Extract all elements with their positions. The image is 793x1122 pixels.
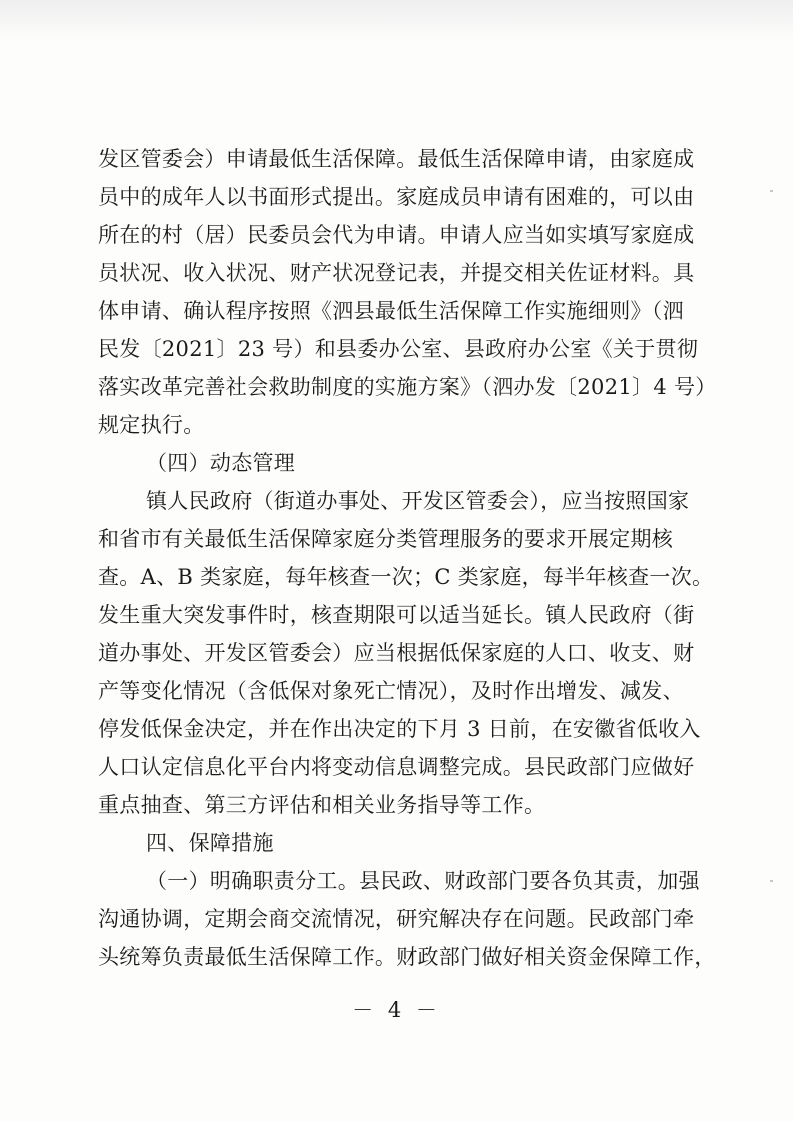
body-line: 重点抽查、第三方评估和相关业务指导等工作。	[98, 793, 546, 817]
scan-mark	[770, 190, 773, 192]
scan-shadow	[0, 0, 793, 40]
body-line: 落实改革完善社会救助制度的实施方案》（泗办发〔2021〕4 号）	[98, 375, 717, 399]
body-line: 民发〔2021〕23 号）和县委办公室、县政府办公室《关于贯彻	[98, 337, 699, 361]
body-line: 员中的成年人以书面形式提出。家庭成员申请有困难的，可以由	[98, 185, 695, 209]
page-number: － 4 －	[352, 998, 441, 1022]
scan-mark	[770, 880, 773, 882]
section-heading: （四）动态管理	[146, 451, 296, 475]
body-line: 沟通协调，定期会商交流情况，研究解决存在问题。民政部门牵	[98, 907, 695, 931]
body-line: 发区管委会）申请最低生活保障。最低生活保障申请，由家庭成	[98, 147, 695, 171]
body-line: 体申请、确认程序按照《泗县最低生活保障工作实施细则》（泗	[98, 299, 684, 323]
body-line: 所在的村（居）民委员会代为申请。申请人应当如实填写家庭成	[98, 223, 695, 247]
body-line: 和省市有关最低生活保障家庭分类管理服务的要求开展定期核	[98, 527, 674, 551]
body-line: 人口认定信息化平台内将变动信息调整完成。县民政部门应做好	[98, 755, 695, 779]
paragraph-start: （一）明确职责分工。县民政、财政部门要各负其责，加强	[146, 869, 700, 893]
body-line: 规定执行。	[98, 413, 205, 437]
body-line: 查。A、B 类家庭，每年核查一次；C 类家庭，每半年核查一次。	[98, 565, 714, 589]
body-line: 头统筹负责最低生活保障工作。财政部门做好相关资金保障工作，	[98, 945, 716, 969]
body-line: 道办事处、开发区管委会）应当根据低保家庭的人口、收支、财	[98, 641, 695, 665]
paragraph-start: 镇人民政府（街道办事处、开发区管委会），应当按照国家	[146, 489, 690, 513]
chapter-heading: 四、保障措施	[146, 831, 274, 855]
body-line: 发生重大突发事件时，核查期限可以适当延长。镇人民政府（街	[98, 603, 695, 627]
body-line: 产等变化情况（含低保对象死亡情况），及时作出增发、减发、	[98, 679, 684, 703]
body-line: 员状况、收入状况、财产状况登记表，并提交相关佐证材料。具	[98, 261, 695, 285]
body-line: 停发低保金决定，并在作出决定的下月 3 日前，在安徽省低收入	[98, 717, 701, 741]
